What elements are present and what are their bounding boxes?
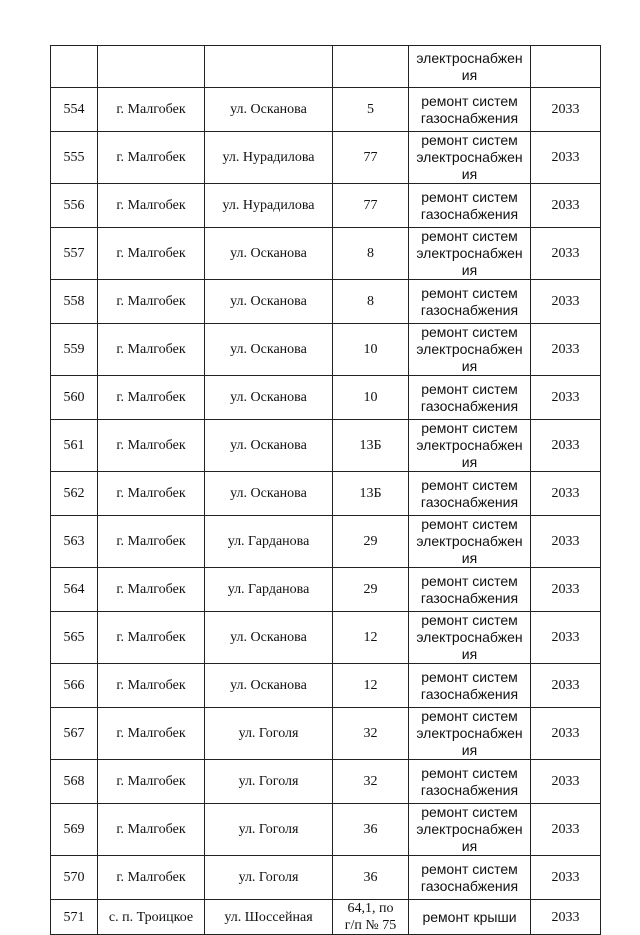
cell-house — [333, 856, 409, 900]
table-row — [51, 376, 601, 420]
table-row — [51, 280, 601, 324]
table-row — [51, 664, 601, 708]
house-line: 29 — [363, 534, 378, 549]
cell-house — [333, 420, 409, 472]
work-line: ремонт систем — [421, 132, 518, 148]
cell-work-type — [409, 568, 531, 612]
work-line: электроснабжен — [416, 341, 523, 357]
table-row — [51, 420, 601, 472]
cell-work-type — [409, 324, 531, 376]
table-row — [51, 708, 601, 760]
cell-house — [333, 568, 409, 612]
cell-settlement: с. п. Троицкое — [98, 900, 205, 935]
cell-number: 558 — [51, 280, 98, 324]
cell-year: 2033 — [531, 132, 601, 184]
work-line: электроснабжен — [416, 533, 523, 549]
work-line: ия — [461, 454, 478, 470]
cell-street: ул. Осканова — [205, 280, 333, 324]
work-line: электроснабжен — [416, 49, 523, 66]
work-line: электроснабжен — [416, 629, 523, 645]
cell-settlement: г. Малгобек — [98, 420, 205, 472]
table-row — [51, 516, 601, 568]
house-line: 5 — [367, 102, 374, 117]
house-line: 36 — [363, 870, 378, 885]
cell-work-type — [409, 132, 531, 184]
work-line: электроснабжен — [416, 149, 523, 165]
work-line: ия — [461, 166, 478, 182]
work-line: ремонт систем — [421, 764, 518, 781]
table-row — [51, 132, 601, 184]
work-line: электроснабжен — [416, 245, 523, 261]
cell-house — [333, 46, 409, 88]
house-line: 29 — [363, 582, 378, 597]
house-line: 36 — [363, 822, 378, 837]
work-line: ремонт систем — [421, 380, 518, 397]
cell-settlement: г. Малгобек — [98, 184, 205, 228]
cell-settlement: г. Малгобек — [98, 664, 205, 708]
house-line: 10 — [363, 342, 378, 357]
cell-settlement: г. Малгобек — [98, 376, 205, 420]
cell-number: 570 — [51, 856, 98, 900]
work-line: ремонт систем — [421, 708, 518, 724]
cell-work-type — [409, 228, 531, 280]
cell-year: 2033 — [531, 88, 601, 132]
cell-year: 2033 — [531, 516, 601, 568]
cell-number: 566 — [51, 664, 98, 708]
house-line: 8 — [367, 294, 374, 309]
cell-street: ул. Нурадилова — [205, 132, 333, 184]
work-line: ия — [461, 66, 478, 83]
table-row-continuation — [51, 46, 601, 88]
cell-year: 2033 — [531, 612, 601, 664]
cell-number: 567 — [51, 708, 98, 760]
cell-street: ул. Осканова — [205, 228, 333, 280]
table-row — [51, 184, 601, 228]
cell-work-type — [409, 376, 531, 420]
house-line: 77 — [363, 198, 378, 213]
cell-work-type — [409, 760, 531, 804]
cell-street: ул. Осканова — [205, 88, 333, 132]
cell-year: 2033 — [531, 376, 601, 420]
cell-settlement: г. Малгобек — [98, 132, 205, 184]
cell-year: 2033 — [531, 856, 601, 900]
work-line: ия — [461, 838, 478, 854]
cell-street — [205, 46, 333, 88]
cell-number: 556 — [51, 184, 98, 228]
cell-house — [333, 664, 409, 708]
work-line: ремонт систем — [421, 612, 518, 628]
work-line: электроснабжен — [416, 725, 523, 741]
cell-year — [531, 46, 601, 88]
house-line: 12 — [363, 630, 378, 645]
cell-house — [333, 708, 409, 760]
cell-number: 565 — [51, 612, 98, 664]
work-line: ия — [461, 550, 478, 566]
cell-settlement: г. Малгобек — [98, 472, 205, 516]
table-row — [51, 856, 601, 900]
cell-year: 2033 — [531, 568, 601, 612]
work-line: ремонт крыши — [422, 908, 517, 925]
cell-settlement: г. Малгобек — [98, 760, 205, 804]
work-line: ремонт систем — [421, 228, 518, 244]
cell-settlement: г. Малгобек — [98, 612, 205, 664]
cell-street: ул. Гоголя — [205, 804, 333, 856]
work-line: ремонт систем — [421, 668, 518, 685]
work-line: газоснабжения — [420, 589, 519, 606]
work-line: ия — [461, 646, 478, 662]
cell-work-type — [409, 184, 531, 228]
table-row — [51, 88, 601, 132]
house-line: 8 — [367, 246, 374, 261]
cell-street: ул. Гарданова — [205, 516, 333, 568]
cell-settlement: г. Малгобек — [98, 804, 205, 856]
table-row — [51, 612, 601, 664]
work-line: ремонт систем — [421, 516, 518, 532]
cell-house — [333, 804, 409, 856]
work-line: ремонт систем — [421, 324, 518, 340]
cell-number: 568 — [51, 760, 98, 804]
cell-year: 2033 — [531, 184, 601, 228]
cell-house — [333, 88, 409, 132]
work-line: газоснабжения — [420, 685, 519, 702]
work-line: газоснабжения — [420, 493, 519, 510]
cell-number: 563 — [51, 516, 98, 568]
work-line: газоснабжения — [420, 301, 519, 318]
cell-house — [333, 760, 409, 804]
work-line: газоснабжения — [420, 109, 519, 126]
cell-number: 562 — [51, 472, 98, 516]
cell-year: 2033 — [531, 228, 601, 280]
cell-settlement: г. Малгобек — [98, 516, 205, 568]
cell-street: ул. Гарданова — [205, 568, 333, 612]
cell-number: 557 — [51, 228, 98, 280]
table-row — [51, 804, 601, 856]
house-line: 64,1, по — [347, 901, 394, 916]
cell-work-type — [409, 420, 531, 472]
cell-year: 2033 — [531, 420, 601, 472]
cell-work-type — [409, 856, 531, 900]
house-line: 13Б — [359, 438, 382, 453]
work-line: электроснабжен — [416, 437, 523, 453]
cell-number: 564 — [51, 568, 98, 612]
cell-street: ул. Осканова — [205, 472, 333, 516]
cell-house — [333, 376, 409, 420]
work-line: ремонт систем — [421, 188, 518, 205]
cell-settlement: г. Малгобек — [98, 324, 205, 376]
work-line: ия — [461, 262, 478, 278]
cell-number: 561 — [51, 420, 98, 472]
cell-year: 2033 — [531, 900, 601, 935]
cell-house — [333, 516, 409, 568]
work-line: ремонт систем — [421, 420, 518, 436]
cell-house — [333, 472, 409, 516]
work-line: ремонт систем — [421, 572, 518, 589]
work-line: газоснабжения — [420, 781, 519, 798]
cell-year: 2033 — [531, 760, 601, 804]
cell-street: ул. Осканова — [205, 664, 333, 708]
cell-year: 2033 — [531, 664, 601, 708]
work-line: газоснабжения — [420, 397, 519, 414]
work-line: газоснабжения — [420, 205, 519, 222]
cell-work-type — [409, 804, 531, 856]
cell-work-type — [409, 612, 531, 664]
cell-number: 571 — [51, 900, 98, 935]
housing-repair-table — [50, 45, 601, 935]
cell-year: 2033 — [531, 804, 601, 856]
cell-number: 554 — [51, 88, 98, 132]
cell-street: ул. Осканова — [205, 324, 333, 376]
house-line: 77 — [363, 150, 378, 165]
cell-settlement: г. Малгобек — [98, 708, 205, 760]
table-row — [51, 324, 601, 376]
cell-street: ул. Гоголя — [205, 856, 333, 900]
cell-work-type — [409, 664, 531, 708]
cell-street: ул. Шоссейная — [205, 900, 333, 935]
cell-work-type — [409, 46, 531, 88]
work-line: ия — [461, 742, 478, 758]
cell-year: 2033 — [531, 472, 601, 516]
table-row — [51, 760, 601, 804]
cell-settlement: г. Малгобек — [98, 88, 205, 132]
cell-number: 559 — [51, 324, 98, 376]
cell-number: 560 — [51, 376, 98, 420]
cell-work-type — [409, 516, 531, 568]
house-line: 10 — [363, 390, 378, 405]
cell-house — [333, 324, 409, 376]
cell-street: ул. Осканова — [205, 420, 333, 472]
work-line: электроснабжен — [416, 821, 523, 837]
cell-street: ул. Гоголя — [205, 708, 333, 760]
table-row — [51, 472, 601, 516]
table-row — [51, 228, 601, 280]
house-line: 32 — [363, 774, 378, 789]
cell-settlement: г. Малгобек — [98, 856, 205, 900]
table-row — [51, 568, 601, 612]
cell-house — [333, 132, 409, 184]
house-line: г/п № 75 — [344, 918, 397, 933]
work-line: ремонт систем — [421, 284, 518, 301]
cell-street: ул. Нурадилова — [205, 184, 333, 228]
cell-settlement: г. Малгобек — [98, 280, 205, 324]
work-line: ремонт систем — [421, 860, 518, 877]
cell-work-type — [409, 472, 531, 516]
cell-number — [51, 46, 98, 88]
work-line: ремонт систем — [421, 476, 518, 493]
cell-work-type — [409, 708, 531, 760]
house-line: 12 — [363, 678, 378, 693]
house-line: 13Б — [359, 486, 382, 501]
work-line: ремонт систем — [421, 804, 518, 820]
cell-year: 2033 — [531, 708, 601, 760]
cell-house — [333, 184, 409, 228]
cell-settlement: г. Малгобек — [98, 228, 205, 280]
work-line: газоснабжения — [420, 877, 519, 894]
house-line: 32 — [363, 726, 378, 741]
work-line: ремонт систем — [421, 92, 518, 109]
cell-number: 569 — [51, 804, 98, 856]
cell-number: 555 — [51, 132, 98, 184]
cell-settlement: г. Малгобек — [98, 568, 205, 612]
cell-street: ул. Осканова — [205, 612, 333, 664]
cell-house — [333, 612, 409, 664]
cell-settlement — [98, 46, 205, 88]
cell-street: ул. Гоголя — [205, 760, 333, 804]
cell-year: 2033 — [531, 324, 601, 376]
work-line: ия — [461, 358, 478, 374]
cell-house — [333, 228, 409, 280]
cell-street: ул. Осканова — [205, 376, 333, 420]
cell-work-type — [409, 88, 531, 132]
cell-house — [333, 280, 409, 324]
cell-work-type — [409, 280, 531, 324]
cell-year: 2033 — [531, 280, 601, 324]
